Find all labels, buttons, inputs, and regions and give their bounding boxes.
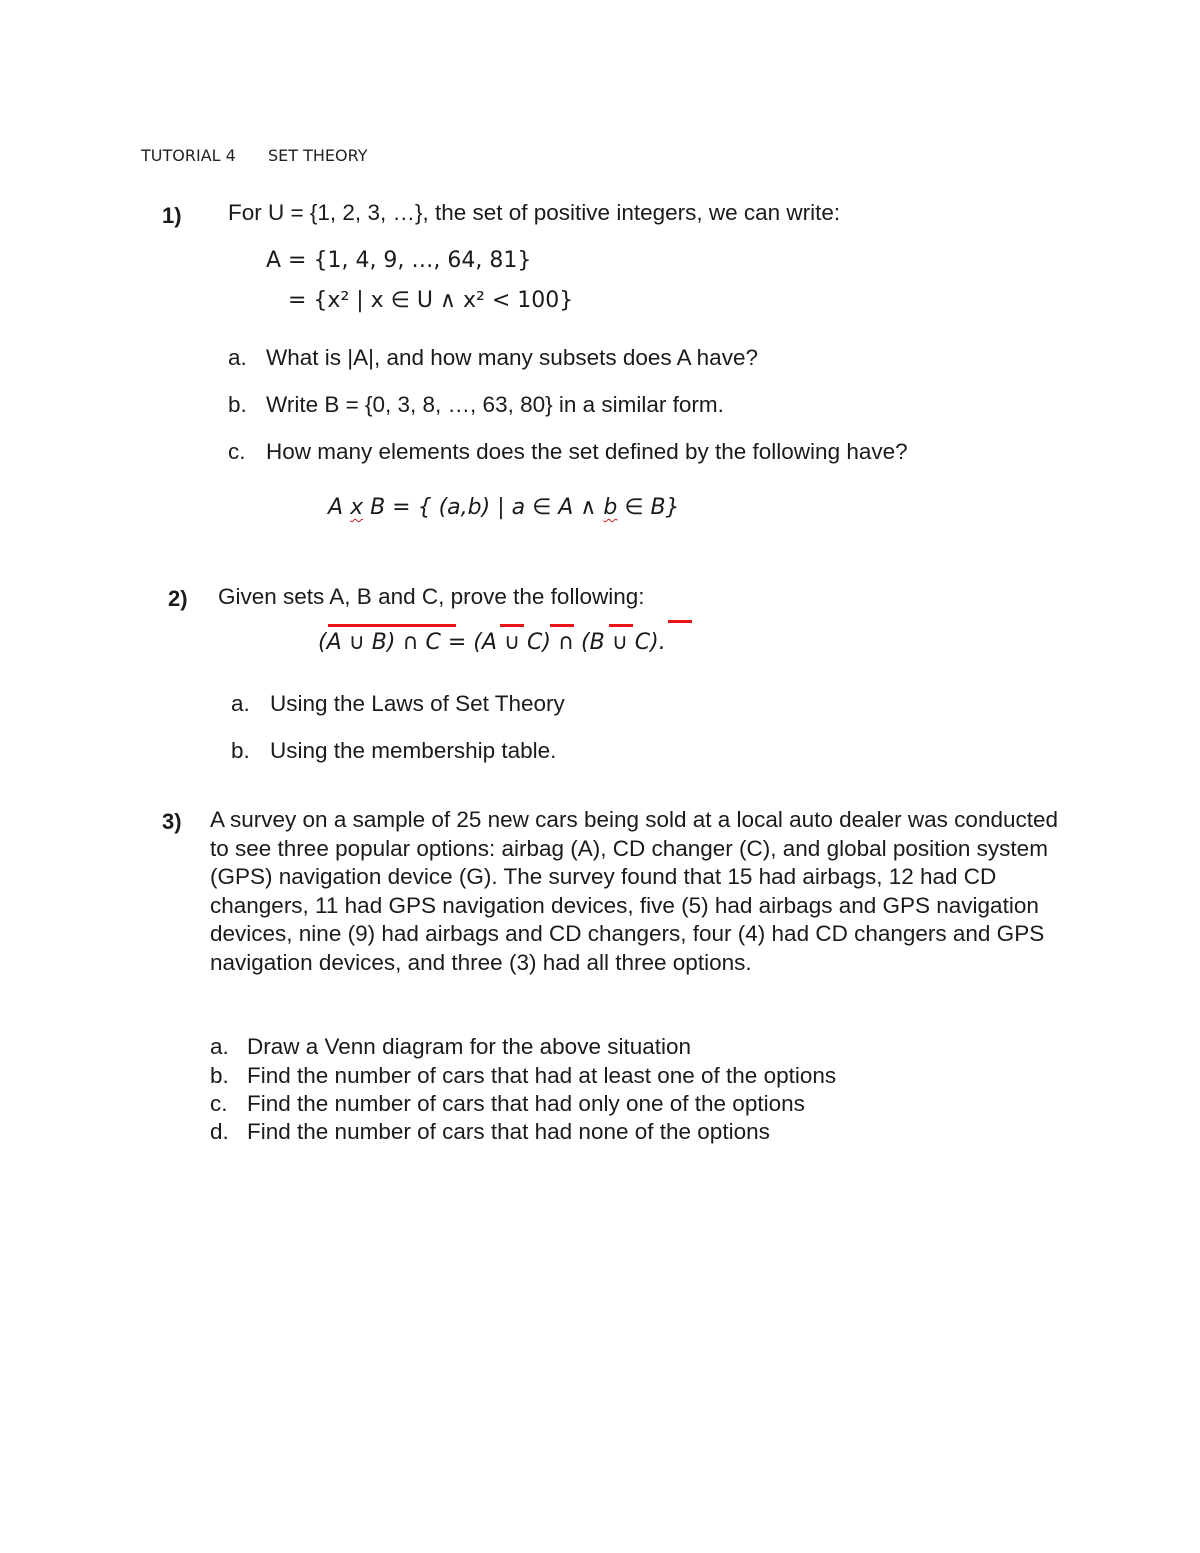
set-identity-equation: (A ∪ B) ∩ C = (A ∪ C) ∩ (B ∪ C).	[318, 630, 666, 655]
complement-bar-a	[500, 624, 524, 627]
q3-part-d-label: d.	[210, 1119, 229, 1144]
product-tail: ∈ B}	[624, 495, 680, 520]
q2-part-a-text: Using the Laws of Set Theory	[270, 691, 565, 716]
cartesian-product-definition	[328, 495, 680, 520]
q3-part-b-label: b.	[210, 1063, 229, 1088]
question-1-number: 1)	[162, 203, 182, 228]
tutorial-topic: SET THEORY	[268, 146, 368, 165]
q3-part-c-text: Find the number of cars that had only one of the options	[247, 1091, 805, 1116]
q3-part-b-text: Find the number of cars that had at least one of the options	[247, 1063, 837, 1088]
q2-part-a-label: a.	[231, 691, 250, 716]
product-middle: B = { (a,b) | a ∈ A ∧	[370, 495, 597, 520]
q3-part-a-label: a.	[210, 1034, 229, 1059]
q3-part-d-text: Find the number of cars that had none of the options	[247, 1119, 770, 1144]
question-3-number: 3)	[162, 809, 182, 834]
q3-part-c-label: c.	[210, 1091, 228, 1116]
complement-bar-c2	[668, 620, 692, 623]
q1-part-b-text: Write B = {0, 3, 8, …, 63, 80} in a similar form.	[266, 392, 724, 417]
complement-bar-c1	[550, 624, 574, 627]
complement-bar-ab	[328, 624, 456, 627]
survey-paragraph: A survey on a sample of 25 new cars being sold at a local auto dealer was conducted to see three popular options: airbag (A), CD changer (C), and global position system (GPS) navigation device (G). The survey found that 15 had airbags, 12 had CD changers, 11 had GPS navigation devices, five (5) had airbags and GPS navigation devices, nine (9) had airbags and CD changers, four (4) had CD changers and GPS navigation devices, and three (3) had all three options.	[210, 807, 1059, 975]
question-2-intro: Given sets A, B and C, prove the following:	[218, 584, 645, 609]
q1-part-b-label: b.	[228, 392, 247, 417]
product-b-symbol: b	[603, 495, 618, 520]
q1-part-a-text: What is |A|, and how many subsets does A have?	[266, 345, 758, 370]
tutorial-number: TUTORIAL 4	[141, 146, 236, 165]
complement-bar-b	[609, 624, 633, 627]
product-lhs: A	[328, 495, 344, 520]
q2-part-b-text: Using the membership table.	[270, 738, 557, 763]
product-x-symbol: x	[350, 495, 364, 520]
q3-part-a-text: Draw a Venn diagram for the above situation	[247, 1034, 692, 1059]
set-a-roster: A = {1, 4, 9, …, 64, 81}	[266, 248, 532, 273]
q1-part-c-label: c.	[228, 439, 246, 464]
q1-part-c-text: How many elements does the set defined by the following have?	[266, 439, 908, 464]
set-a-builder: = {x² | x ∈ U ∧ x² < 100}	[288, 288, 574, 313]
q1-part-a-label: a.	[228, 345, 247, 370]
question-1-intro: For U = {1, 2, 3, …}, the set of positive integers, we can write:	[228, 200, 841, 225]
question-2-number: 2)	[168, 586, 188, 611]
q2-part-b-label: b.	[231, 738, 250, 763]
